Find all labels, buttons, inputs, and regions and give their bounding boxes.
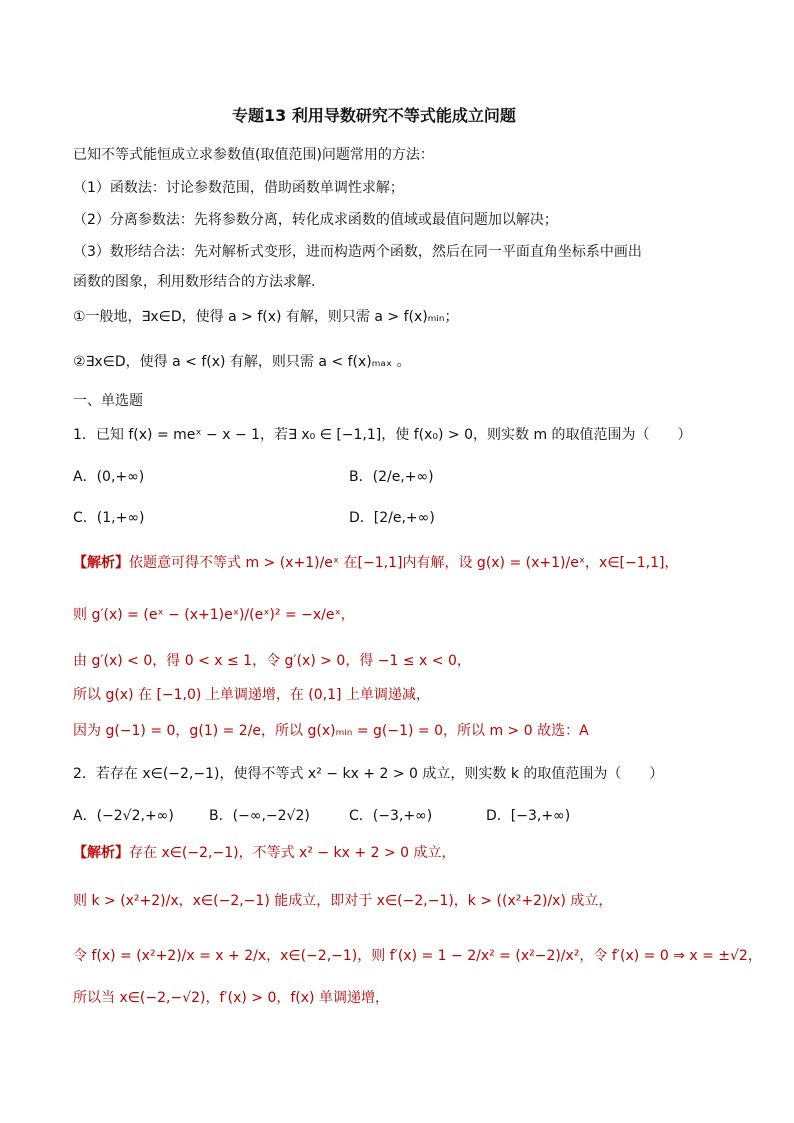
q1-solution-line-4: 所以 g(x) 在 [−1,0) 上单调递增，在 (0,1] 上单调递减，	[73, 687, 430, 703]
q1-option-c: C．(1,+∞)	[73, 510, 145, 526]
q1-solution-tag: 【解析】	[73, 555, 129, 571]
q2-option-c: C．(−3,+∞)	[349, 808, 433, 824]
method-3-line-2: 函数的图象，利用数形结合的方法求解.	[73, 274, 316, 290]
q1-solution-text-1: 依题意可得不等式 m > (x+1)/eˣ 在[−1,1]内有解，设 g(x) = (x+1)/eˣ，x∈[−1,1]，	[129, 555, 679, 571]
rule-2: ②∃x∈D，使得 a < f(x) 有解，则只需 a < f(x)ₘₐₓ 。	[73, 354, 411, 370]
q1-stem: 1．已知 f(x) = meˣ − x − 1，若∃ x₀ ∈ [−1,1]，使 f(x₀) > 0，则实数 m 的取值范围为（ ）	[73, 427, 692, 443]
page-title: 专题13 利用导数研究不等式能成立问题	[232, 106, 516, 125]
section-heading: 一、单选题	[73, 393, 143, 409]
q2-solution-line-3: 令 f(x) = (x²+2)/x = x + 2/x，x∈(−2,−1)，则 f′(x) = 1 − 2/x² = (x²−2)/x²，令 f′(x) = 0 ⇒ x = ±√2，	[73, 948, 762, 964]
q2-solution-line-1	[73, 843, 455, 863]
q1-option-b: B．(2/e,+∞)	[349, 469, 434, 485]
q2-solution-line-2: 则 k > (x²+2)/x，x∈(−2,−1) 能成立，即对于 x∈(−2,−1)，k > ((x²+2)/x) 成立，	[73, 893, 613, 909]
q2-option-a: A．(−2√2,+∞)	[73, 808, 174, 824]
q1-solution-line-5: 因为 g(−1) = 0，g(1) = 2/e，所以 g(x)ₘᵢₙ = g(−1) = 0，所以 m > 0 故选：A	[73, 723, 589, 739]
method-1: （1）函数法：讨论参数范围，借助函数单调性求解；	[73, 180, 404, 196]
q2-option-d: D．[−3,+∞)	[486, 808, 571, 824]
q1-option-a: A．(0,+∞)	[73, 469, 145, 485]
rule-1: ①一般地，∃x∈D，使得 a > f(x) 有解，则只需 a > f(x)ₘᵢₙ；	[73, 309, 459, 325]
q1-solution-line-2: 则 g′(x) = (eˣ − (x+1)eˣ)/(eˣ)² = −x/eˣ，	[73, 607, 355, 623]
q2-solution-text-1: 存在 x∈(−2,−1)，不等式 x² − kx + 2 > 0 成立，	[129, 845, 456, 861]
q1-solution-line-1	[73, 553, 678, 573]
intro-lead: 已知不等式能恒成立求参数值(取值范围)问题常用的方法：	[73, 147, 434, 163]
q1-solution-line-3: 由 g′(x) < 0，得 0 < x ≤ 1，令 g′(x) > 0，得 −1 ≤ x < 0，	[73, 653, 471, 669]
q2-stem: 2．若存在 x∈(−2,−1)，使得不等式 x² − kx + 2 > 0 成立，则实数 k 的取值范围为（ ）	[73, 766, 664, 782]
method-2: （2）分离参数法：先将参数分离，转化成求函数的值域或最值问题加以解决；	[73, 212, 558, 228]
q2-solution-tag: 【解析】	[73, 845, 129, 861]
q1-option-d: D．[2/e,+∞)	[349, 510, 435, 526]
q2-option-b: B．(−∞,−2√2)	[209, 808, 310, 824]
method-3-line-1: （3）数形结合法：先对解析式变形，进而构造两个函数，然后在同一平面直角坐标系中画出	[73, 244, 642, 260]
q2-solution-line-4: 所以当 x∈(−2,−√2)，f′(x) > 0，f(x) 单调递增，	[73, 990, 389, 1006]
